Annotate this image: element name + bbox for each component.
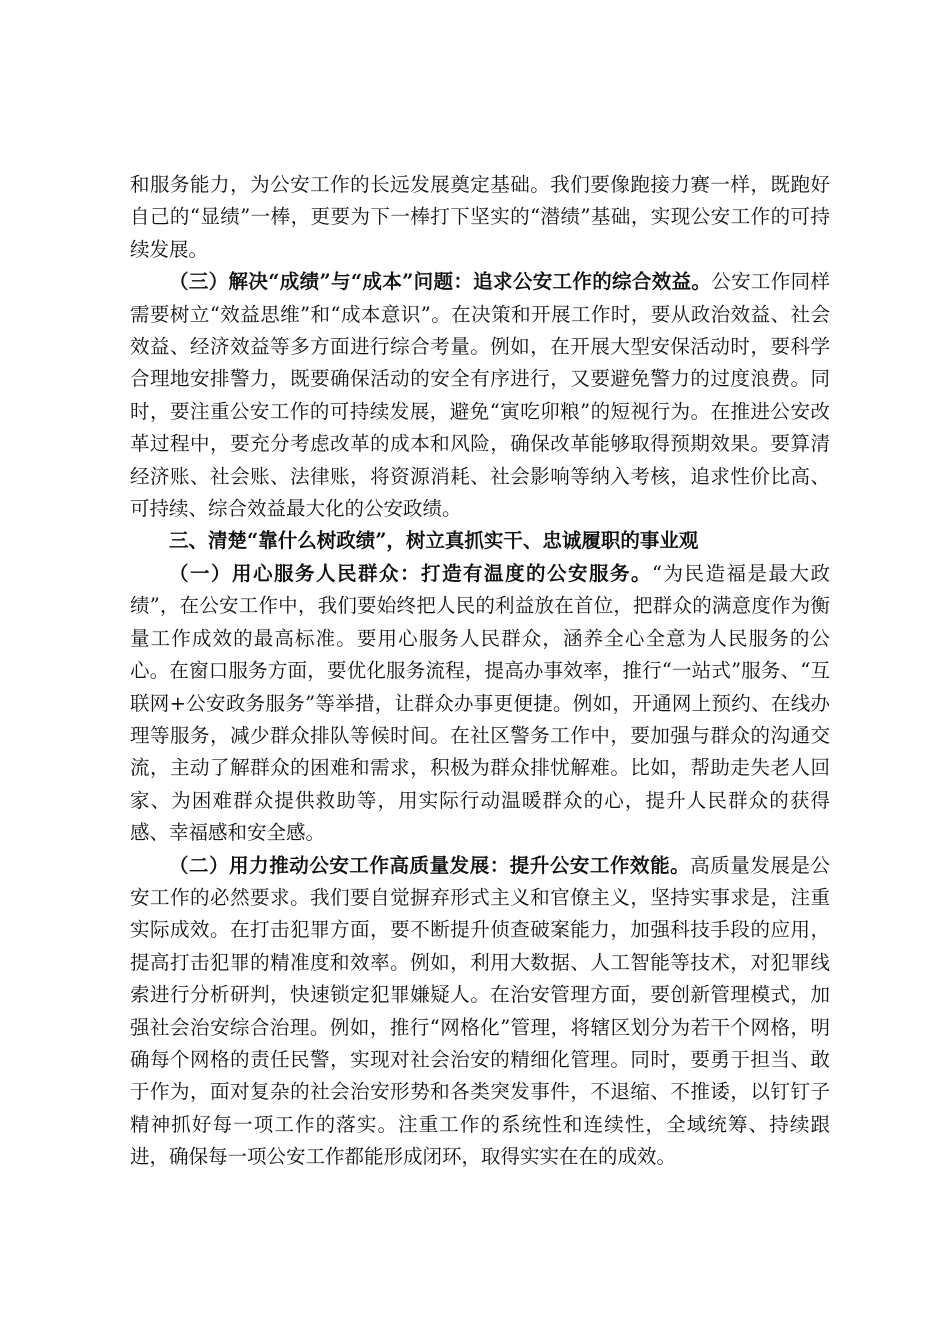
paragraph-text: 公安工作同样需要树立“效益思维”和“成本意识”。在决策和开展工作时，要从政治效益、社会效益、经济效益等多方面进行综合考量。例如，在开展大型安保活动时，要科学合理地安排警力，既要确保活动的安全有序进行，又要避免警力的过度浪费。同时，要注重公安工作的可持续发展，避免“寅吃卯粮”的短视行为。在推进公安改革过程中，要充分考虑改革的成本和风险，确保改革能够取得预期效果。要算清经济账、社会账、法律账，将资源消耗、社会影响等纳入考核，追求性价比高、可持续、综合效益最大化的公安政绩。 xyxy=(130,270,830,521)
paragraph-text: “为民造福是最大政绩”，在公安工作中，我们要始终把人民的利益放在首位，把群众的满意度作为衡量工作成效的最高标准。要用心服务人民群众，涵养全心全意为人民服务的公心。在窗口服务方面，要优化服务流程，提高办事效率，推行“一站式”服务、“互联网+公安政务服务”等举措，让群众办事更便捷。例如，开通网上预约、在线办理等服务，减少群众排队等候时间。在社区警务工作中，要加强与群众的沟通交流，主动了解群众的困难和需求，积极为群众排忧解难。比如，帮助走失老人回家、为困难群众提供救助等，用实际行动温暖群众的心，提升人民群众的获得感、幸福感和安全感。 xyxy=(130,561,830,845)
paragraph-serve-people xyxy=(130,558,830,850)
section-heading-text: 三、清楚“靠什么树政绩”，树立真抓实干、忠诚履职的事业观 xyxy=(169,529,699,553)
paragraph-heading: （一）用心服务人民群众：打造有温度的公安服务。 xyxy=(169,561,653,585)
paragraph-heading: （三）解决“成绩”与“成本”问题：追求公安工作的综合效益。 xyxy=(169,270,712,294)
paragraph-heading: （二）用力推动公安工作高质量发展：提升公安工作效能。 xyxy=(169,853,691,877)
paragraph-comprehensive-benefits xyxy=(130,266,830,525)
document-body xyxy=(130,169,830,1174)
paragraph-text: 高质量发展是公安工作的必然要求。我们要自觉摒弃形式主义和官僚主义，坚持实事求是，注重实际成效。在打击犯罪方面，要不断提升侦查破案能力，加强科技手段的应用，提高打击犯罪的精准度和效率。例如，利用大数据、人工智能等技术，对犯罪线索进行分析研判，快速锁定犯罪嫌疑人。在治安管理方面，要创新管理模式，加强社会治安综合治理。例如，推行“网格化”管理，将辖区划分为若干个网格，明确每个网格的责任民警，实现对社会治安的精细化管理。同时，要勇于担当、敢于作为，面对复杂的社会治安形势和各类突发事件，不退缩、不推诿，以钉钉子精神抓好每一项工作的落实。注重工作的系统性和连续性，全域统筹、持续跟进，确保每一项公安工作都能形成闭环，取得实实在在的成效。 xyxy=(130,853,830,1169)
section-heading-3 xyxy=(130,525,830,557)
paragraph-text: 和服务能力，为公安工作的长远发展奠定基础。我们要像跑接力赛一样，既跑好自己的“显绩”一棒，更要为下一棒打下坚实的“潜绩”基础，实现公安工作的可持续发展。 xyxy=(130,173,830,261)
paragraph-continuation xyxy=(130,169,830,266)
paragraph-high-quality-development xyxy=(130,850,830,1174)
